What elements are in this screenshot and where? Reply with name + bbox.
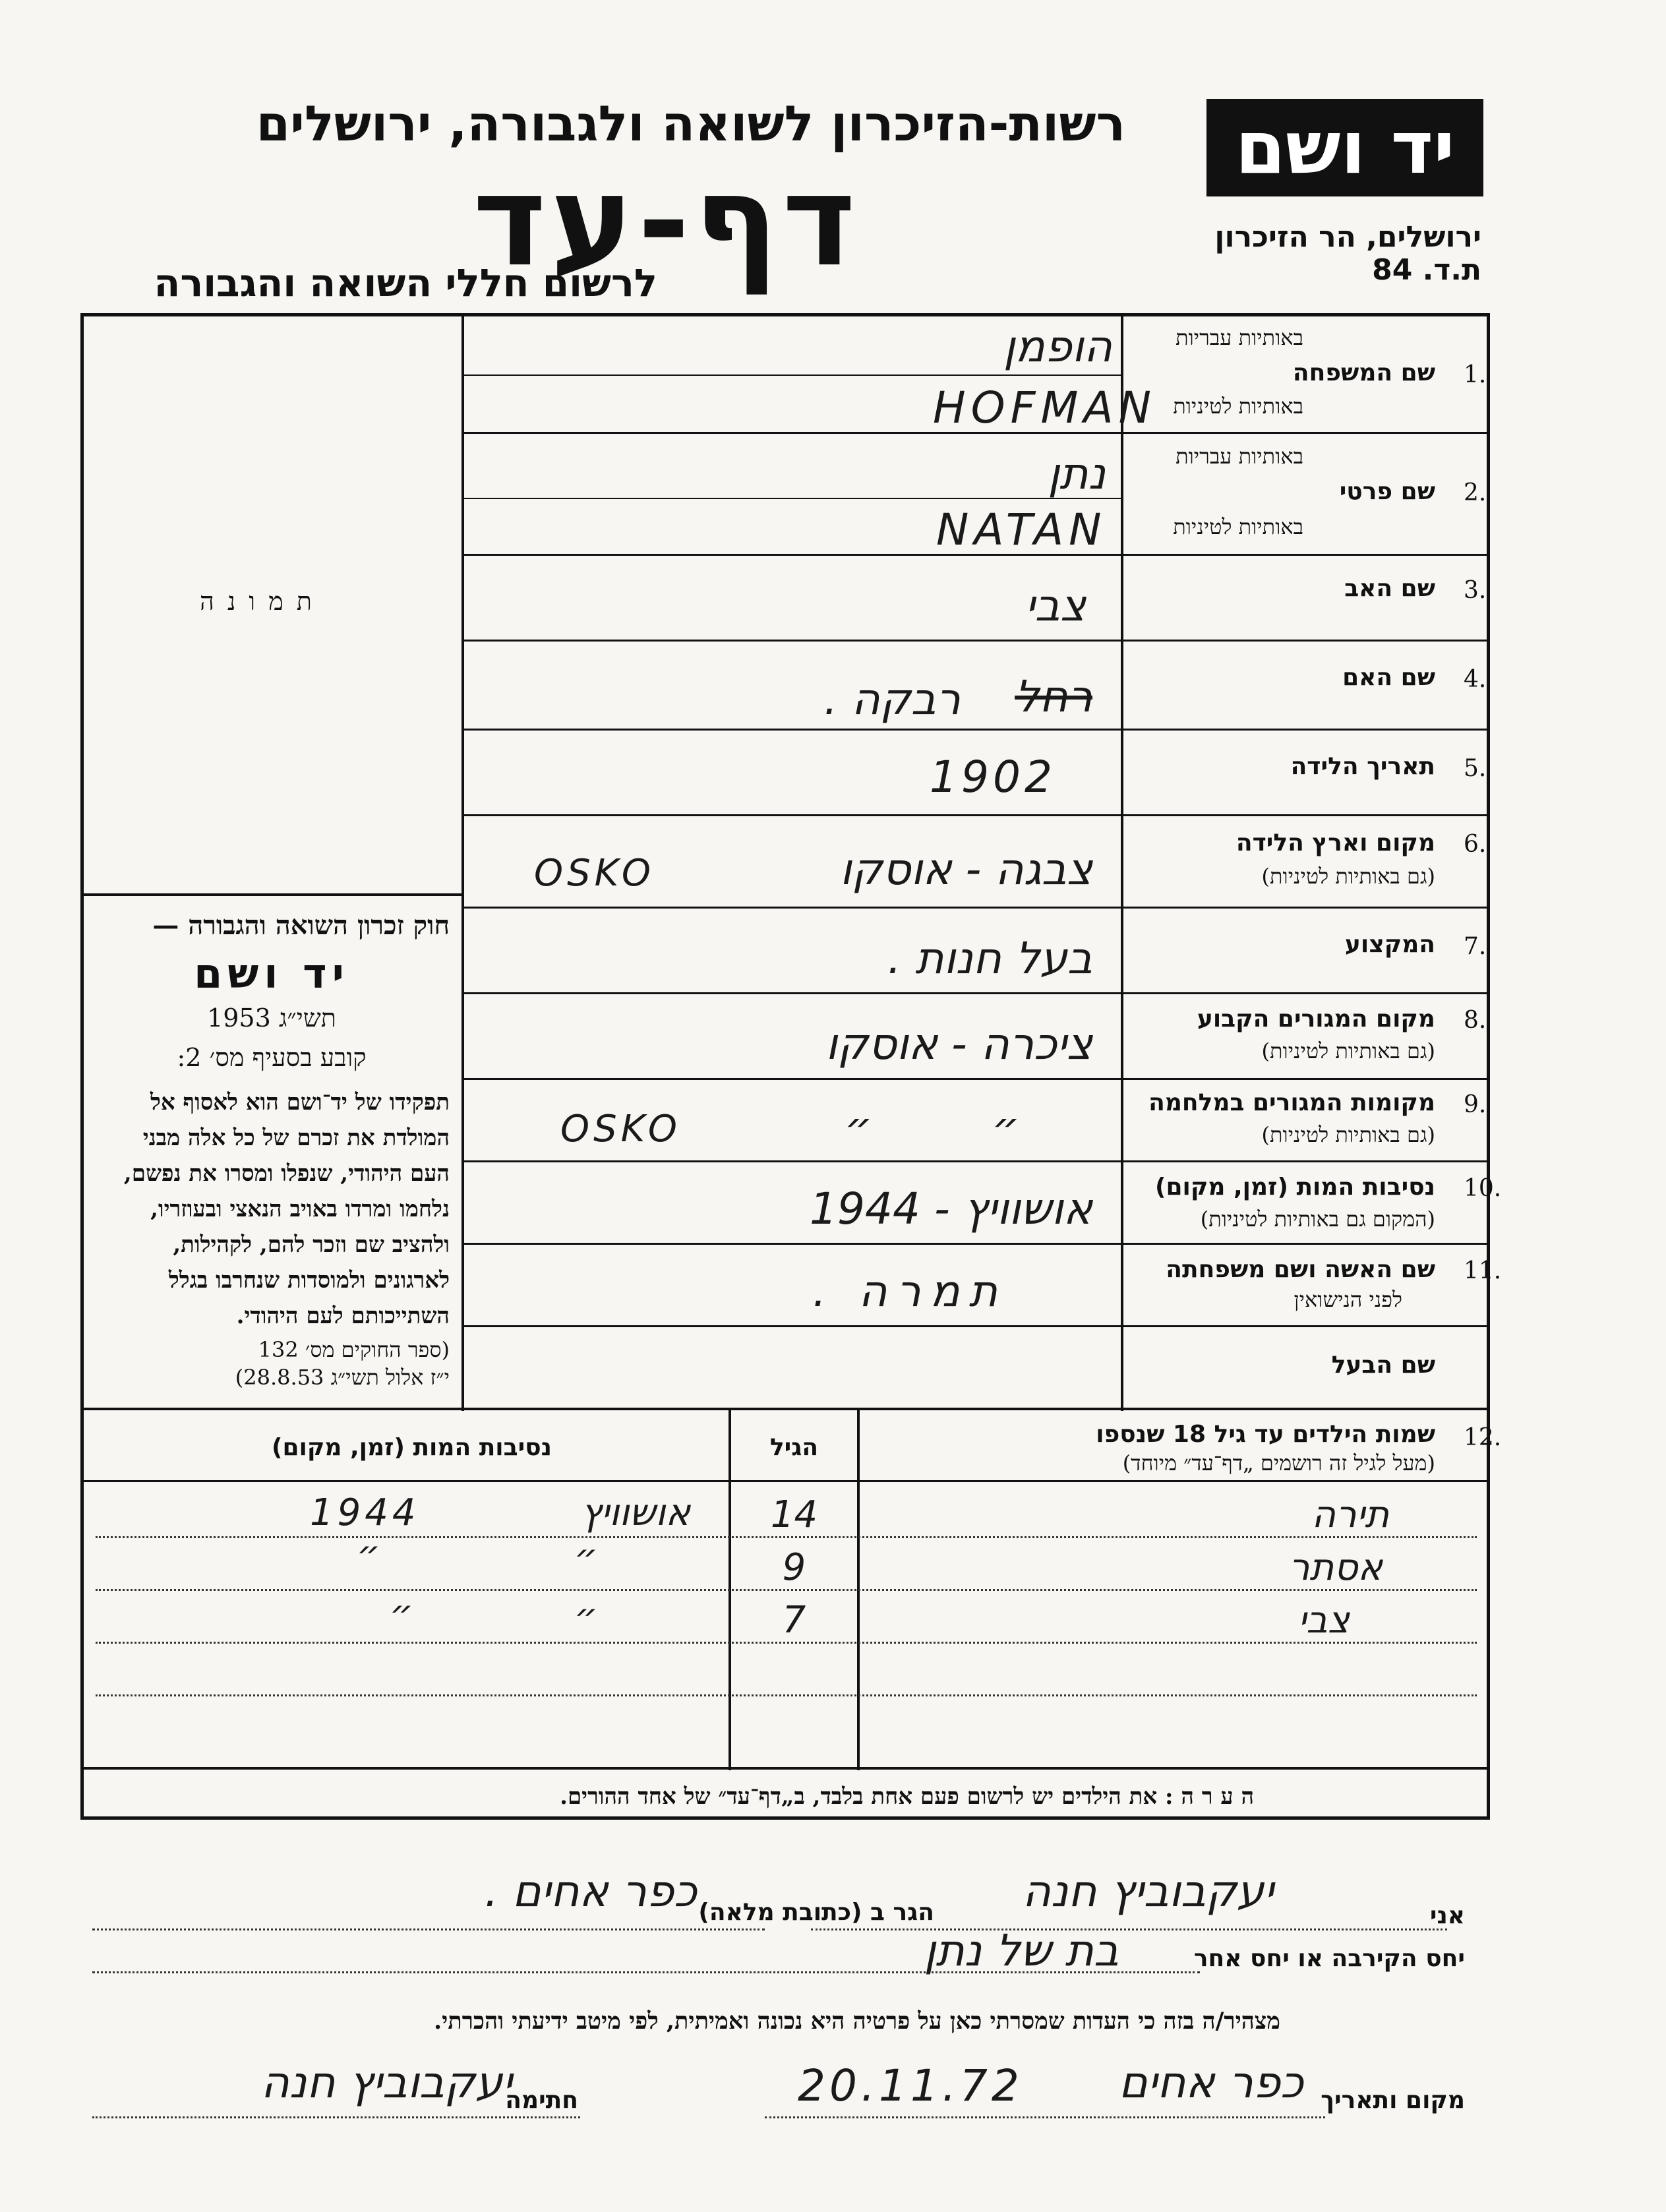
law-heading: חוק זכרון השואה והגבורה — [152, 910, 450, 941]
witness-address[interactable]: כפר אחים . [484, 1866, 697, 1917]
sub-line-2 [461, 498, 1121, 499]
field-3-value[interactable]: צבי [1025, 580, 1086, 631]
field-10-number: 10. [1464, 1175, 1502, 1202]
row-line-3 [461, 640, 1490, 642]
witness-address-line [92, 1928, 765, 1930]
children-row-line-2 [96, 1589, 1477, 1591]
field-7-number: 7. [1464, 933, 1487, 960]
field-10-value[interactable]: אושוויץ - 1944 [810, 1183, 1092, 1234]
children-death-header: נסיבות המות (זמן, מקום) [271, 1434, 552, 1461]
field-9-value[interactable]: ״ ״ [844, 1102, 1073, 1153]
witness-name-line [811, 1928, 1447, 1930]
field-9-value-latin[interactable]: OSKO [560, 1108, 681, 1151]
child-2-name[interactable]: אסתר [1288, 1546, 1383, 1589]
children-row-line-4 [96, 1694, 1477, 1696]
law-ref-1: (ספר החוקים מס׳ 132 [258, 1337, 450, 1362]
field-2-number: 2. [1464, 479, 1487, 506]
org-name: רשות-הזיכרון לשואה ולגבורה, ירושלים [256, 96, 1125, 152]
husband-name-label: שם הבעל [1331, 1352, 1435, 1379]
field-4-label: שם האם [1342, 664, 1435, 691]
signature-value[interactable]: יעקבוביץ חנה [260, 2057, 512, 2108]
row-line-4 [461, 729, 1490, 731]
frame-top [80, 313, 1490, 316]
field-4-struck-value: רחל [1015, 671, 1092, 722]
law-text-1: תפקידו של יד־ושם הוא לאסוף אל [150, 1089, 450, 1116]
children-age-header: הגיל [769, 1434, 819, 1461]
frame-right [1487, 313, 1490, 1820]
field-1-number: 1. [1464, 361, 1487, 388]
field-8-note: (גם באותיות לטיניות) [1261, 1038, 1435, 1063]
field-2-label: שם פרטי [1339, 478, 1435, 505]
field-5-number: 5. [1464, 755, 1487, 782]
field-3-label: שם האב [1344, 575, 1435, 602]
row-line-5 [461, 814, 1490, 816]
place-date-label: מקום ותאריך [1321, 2087, 1465, 2114]
row-line-8 [461, 1078, 1490, 1080]
frame-bottom [80, 1816, 1490, 1820]
field-11-label: שם האשה ושם משפחתה [1166, 1256, 1435, 1283]
field-1-value-latin[interactable]: HOFMAN [933, 382, 1157, 433]
field-1-sub-latin: באותיות לטיניות [1173, 394, 1303, 419]
row-line-6 [461, 907, 1490, 909]
signature-line [92, 2116, 580, 2118]
law-text-2: המולדת את זכרם של כל אלה מבני [142, 1125, 450, 1151]
law-name: יד ושם [194, 949, 349, 998]
address-line-1: ירושלים, הר הזיכרון [1214, 220, 1481, 254]
field-11-note: לפני הנישואין [1294, 1287, 1402, 1312]
child-3-name[interactable]: צבי [1297, 1599, 1350, 1642]
children-row-line-3 [96, 1642, 1477, 1644]
field-2-value-latin[interactable]: NATAN [936, 504, 1107, 555]
row-line-10 [461, 1243, 1490, 1245]
photo-column-divider [461, 313, 464, 1411]
law-clause: קובע בסעיף מס׳ 2: [177, 1043, 367, 1072]
field-4-value[interactable]: רבקה . [823, 674, 961, 725]
field-2-sub-hebrew: באותיות עבריות [1175, 444, 1303, 469]
relation-value[interactable]: בת של נתן [924, 1925, 1119, 1976]
field-11-number: 11. [1464, 1257, 1502, 1284]
witness-ani-label: אני [1429, 1902, 1465, 1929]
field-3-number: 3. [1464, 577, 1487, 604]
form-subtitle: לרשום חללי השואה והגבורה [154, 260, 657, 305]
yad-vashem-logo: יד ושם [1206, 99, 1483, 196]
child-1-year[interactable]: 1944 [310, 1491, 420, 1534]
field-6-value-latin[interactable]: OSKO [534, 852, 655, 895]
instruction-note: ה ע ר ה : את הילדים יש לרשום פעם אחת בלבד, ב„דף־עד״ של אחד ההורים. [560, 1783, 1254, 1810]
children-header-bottom [80, 1480, 1490, 1482]
child-2-year[interactable]: ״ [356, 1533, 380, 1576]
child-1-name[interactable]: תירה [1311, 1493, 1389, 1536]
child-3-year[interactable]: ״ [389, 1592, 413, 1635]
child-3-place[interactable]: ״ [574, 1596, 598, 1638]
law-year: תשי״ג 1953 [207, 1003, 336, 1032]
field-2-sub-latin: באותיות לטיניות [1173, 514, 1303, 539]
address-line-2: ת.ד. 84 [1372, 253, 1481, 287]
child-1-age[interactable]: 14 [770, 1493, 818, 1536]
field-1-label: שם המשפחה [1292, 359, 1435, 386]
law-text-5: ולהציב שם וזכר להם, לקהילות, [173, 1232, 450, 1258]
field-6-note: (גם באותיות לטיניות) [1261, 864, 1435, 889]
field-8-value[interactable]: ציכרה - אוסקו [825, 1019, 1092, 1069]
witness-resides-label: הגר ב (כתובת מלאה) [698, 1899, 934, 1926]
form-title: דף-עד [473, 148, 860, 294]
law-text-7: השתייכותם לעם היהודי. [236, 1303, 450, 1329]
photo-label: ת מ ו נ ה [200, 587, 314, 616]
children-bottom [80, 1767, 1490, 1770]
field-5-value[interactable]: 1902 [930, 752, 1056, 802]
law-text-3: העם היהודי, שנפלו ומסרו את נפשם, [123, 1160, 450, 1187]
law-ref-2: י״ז אלול תשי״ג 28.8.53) [235, 1365, 450, 1390]
sub-line-1 [461, 374, 1121, 376]
field-6-value[interactable]: צבגה - אוסקו [839, 844, 1092, 895]
field-8-number: 8. [1464, 1007, 1487, 1034]
row-line-11 [461, 1325, 1490, 1327]
field-4-number: 4. [1464, 666, 1487, 693]
field-5-label: תאריך הלידה [1290, 753, 1435, 780]
law-text-4: נלחמו ומרדו באויב הנאצי ובעוזריו, [150, 1196, 450, 1222]
witness-name[interactable]: יעקבוביץ חנה [1022, 1866, 1274, 1917]
field-1-value-hebrew[interactable]: הופמן [1003, 321, 1112, 372]
signature-label: חתימה [505, 2087, 578, 2114]
children-title: שמות הילדים עד גיל 18 שנספו [1096, 1421, 1435, 1448]
field-7-label: המקצוע [1344, 931, 1435, 958]
row-line-9 [461, 1160, 1490, 1162]
field-12-number: 12. [1464, 1424, 1502, 1451]
row-line-7 [461, 992, 1490, 994]
children-top [80, 1408, 1490, 1410]
photo-box-bottom [80, 893, 463, 896]
child-1-place[interactable]: אושוויץ [581, 1491, 690, 1534]
child-2-place[interactable]: ״ [574, 1536, 598, 1579]
field-1-sub-hebrew: באותיות עבריות [1175, 325, 1303, 350]
child-2-age[interactable]: 9 [782, 1546, 806, 1589]
field-10-note: (המקום גם באותיות לטיניות) [1200, 1207, 1435, 1232]
law-text-6: לארגונים ולמוסדות שנחרבו בגלל [168, 1267, 450, 1294]
field-11-value[interactable]: תמרה . [812, 1266, 1007, 1317]
children-title-note: (מעל לגיל זה רושמים „דף־עד״ מיוחד) [1122, 1450, 1435, 1476]
field-6-label: מקום וארץ הלידה [1235, 829, 1435, 856]
field-10-label: נסיבות המות (זמן, מקום) [1154, 1174, 1435, 1201]
field-9-label: מקומות המגורים במלחמה [1148, 1089, 1435, 1116]
label-column-divider [1121, 313, 1123, 1411]
place-value[interactable]: כפר אחים [1118, 2057, 1303, 2108]
child-3-age[interactable]: 7 [782, 1599, 806, 1642]
relation-label: יחס הקירבה או יחס אחר [1193, 1945, 1465, 1972]
date-value[interactable]: 20.11.72 [798, 2060, 1023, 2111]
field-8-label: מקום המגורים הקבוע [1197, 1005, 1435, 1032]
children-row-line-1 [96, 1536, 1477, 1538]
declaration-text: מצהיר/ה בזה כי העדות שמסרתי כאן על פרטיה היא נכונה ואמיתית, לפי מיטב ידיעתי והכרתי. [434, 2008, 1280, 2035]
field-6-number: 6. [1464, 831, 1487, 858]
field-7-value[interactable]: בעל חנות . [887, 933, 1092, 984]
field-2-value-hebrew[interactable]: נתן [1048, 448, 1106, 499]
place-date-line [765, 2116, 1325, 2118]
field-9-number: 9. [1464, 1091, 1487, 1118]
field-9-note: (גם באותיות לטיניות) [1261, 1122, 1435, 1147]
